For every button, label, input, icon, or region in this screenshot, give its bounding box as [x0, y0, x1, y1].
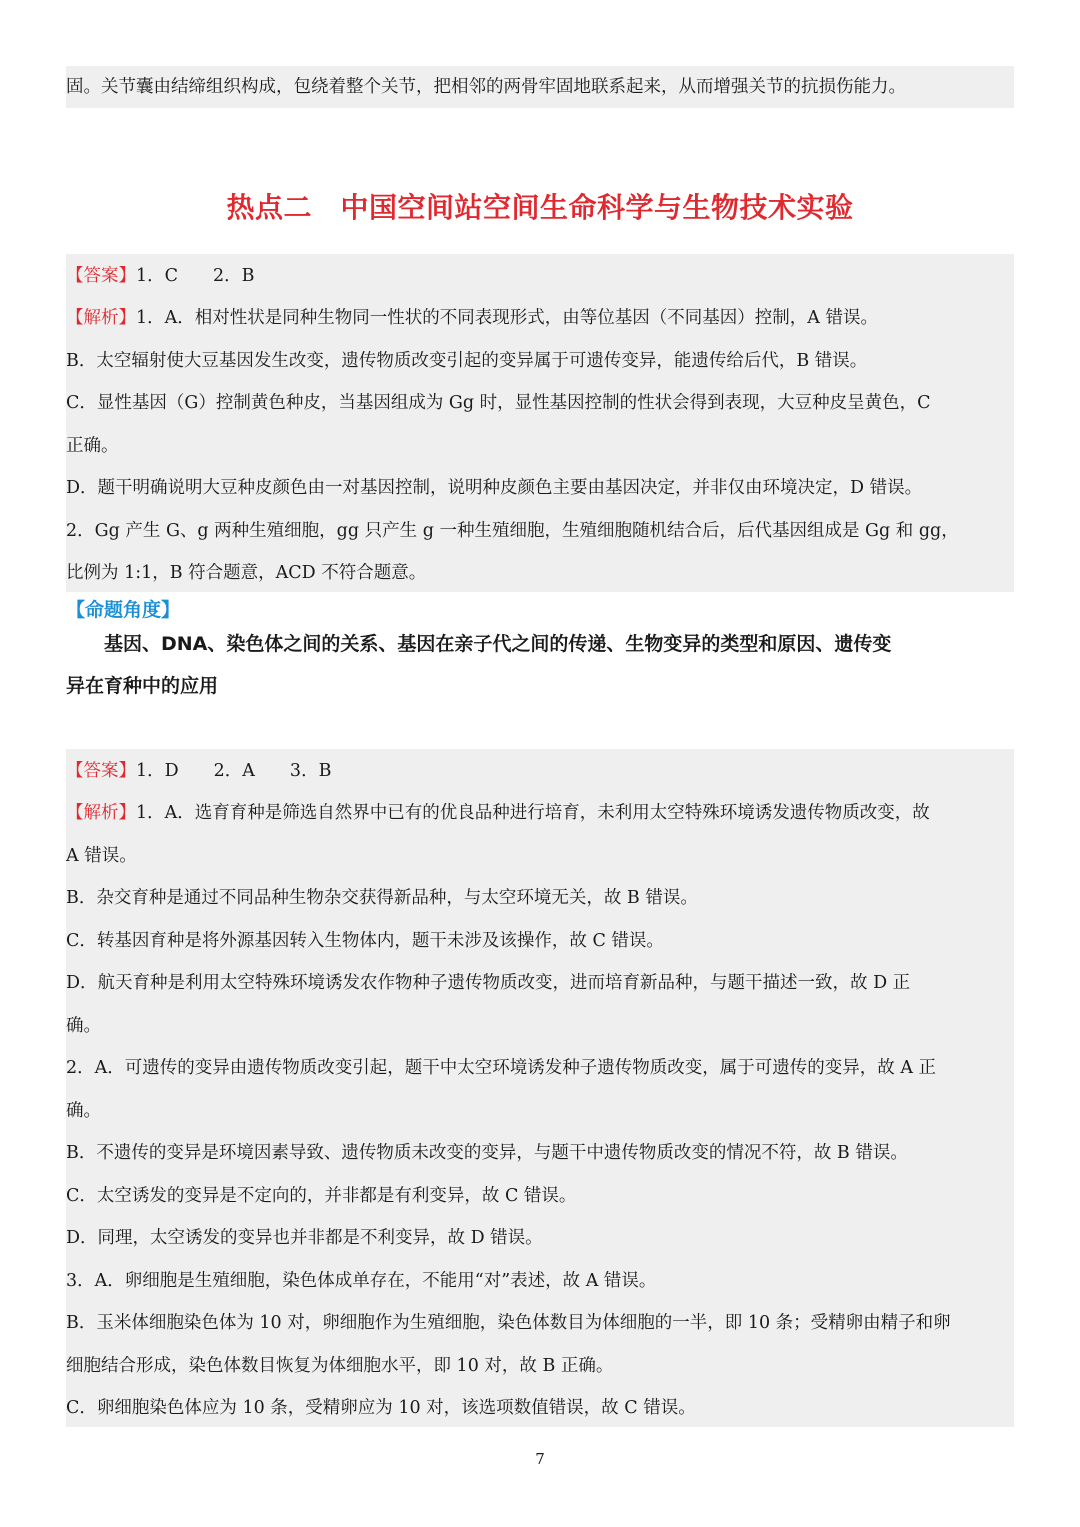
section-heading: 热点二 中国空间站空间生命科学与生物技术实验 [226, 191, 854, 224]
answer-label: 【答案】 [66, 266, 136, 286]
analysis-text-line: 细胞结合形成，染色体数目恢复为体细胞水平，即 10 对，故 B 正确。 [66, 1356, 614, 1376]
analysis-text-line: 比例为 1:1，B 符合题意，ACD 不符合题意。 [66, 563, 427, 583]
answer-label: 【答案】 [66, 761, 136, 781]
analysis-line [66, 306, 878, 330]
analysis-text-line: C．太空诱发的变异是不定向的，并非都是有利变异，故 C 错误。 [66, 1186, 577, 1206]
analysis-text-line: 3．A．卵细胞是生殖细胞，染色体成单存在，不能用“对”表述，故 A 错误。 [66, 1271, 657, 1291]
analysis-text-line: D．同理，太空诱发的变异也并非都是不利变异，故 D 错误。 [66, 1228, 543, 1248]
answer-text: 1．D 2．A 3．B [136, 761, 332, 781]
analysis-text-line: 确。 [66, 1101, 101, 1121]
analysis-text-line: 2．A．可遗传的变异由遗传物质改变引起，题干中太空环境诱发种子遗传物质改变，属于可遗传的变异，故 A 正 [66, 1058, 937, 1078]
analysis-line [66, 801, 930, 825]
analysis-text-line: A 错误。 [66, 846, 137, 866]
continued-text-line: 固。关节囊由结缔组织构成，包绕着整个关节，把相邻的两骨牢固地联系起来，从而增强关节的抗损伤能力。 [66, 77, 906, 97]
proposition-angle-label: 【命题角度】 [66, 599, 181, 621]
analysis-text-line: 确。 [66, 1016, 101, 1036]
analysis-text-line: C．显性基因（G）控制黄色种皮，当基因组成为 Gg 时，显性基因控制的性状会得到表现，大豆种皮呈黄色，C [66, 393, 931, 413]
analysis-text-line: B．不遗传的变异是环境因素导致、遗传物质未改变的变异，与题干中遗传物质改变的情况不符，故 B 错误。 [66, 1143, 908, 1163]
topic-line: 基因、DNA、染色体之间的关系、基因在亲子代之间的传递、生物变异的类型和原因、遗传变 [66, 633, 892, 655]
analysis-text-line: C．卵细胞染色体应为 10 条，受精卵应为 10 对，该选项数值错误，故 C 错误。 [66, 1398, 696, 1418]
answer-line-1 [66, 264, 255, 288]
analysis-text: 1．A．选育育种是筛选自然界中已有的优良品种进行培育，未利用太空特殊环境诱发遗传物质改变，故 [136, 803, 930, 823]
analysis-text-line: B．杂交育种是通过不同品种生物杂交获得新品种，与太空环境无关，故 B 错误。 [66, 888, 698, 908]
analysis-text-line: C．转基因育种是将外源基因转入生物体内，题干未涉及该操作，故 C 错误。 [66, 931, 664, 951]
answer-line-2 [66, 759, 331, 783]
analysis-text-line: B．太空辐射使大豆基因发生改变，遗传物质改变引起的变异属于可遗传变异，能遗传给后代，B 错误。 [66, 351, 868, 371]
analysis-text-line: D．题干明确说明大豆种皮颜色由一对基因控制，说明种皮颜色主要由基因决定，并非仅由环境决定，D 错误。 [66, 478, 923, 498]
analysis-text-line: 正确。 [66, 436, 119, 456]
analysis-label: 【解析】 [66, 803, 136, 823]
analysis-text-line: B．玉米体细胞染色体为 10 对，卵细胞作为生殖细胞，染色体数目为体细胞的一半，即 10 条；受精卵由精子和卵 [66, 1313, 951, 1333]
analysis-text: 1．A．相对性状是同种生物同一性状的不同表现形式，由等位基因（不同基因）控制，A 错误。 [136, 308, 878, 328]
page-number: 7 [535, 1450, 545, 1468]
answer-text: 1．C 2．B [136, 266, 255, 286]
analysis-text-line: D．航天育种是利用太空特殊环境诱发农作物种子遗传物质改变，进而培育新品种，与题干描述一致，故 D 正 [66, 973, 911, 993]
analysis-text-line: 2．Gg 产生 G、g 两种生殖细胞，gg 只产生 g 一种生殖细胞，生殖细胞随机结合后，后代基因组成是 Gg 和 gg， [66, 521, 959, 541]
analysis-label: 【解析】 [66, 308, 136, 328]
topic-line: 异在育种中的应用 [66, 675, 219, 697]
